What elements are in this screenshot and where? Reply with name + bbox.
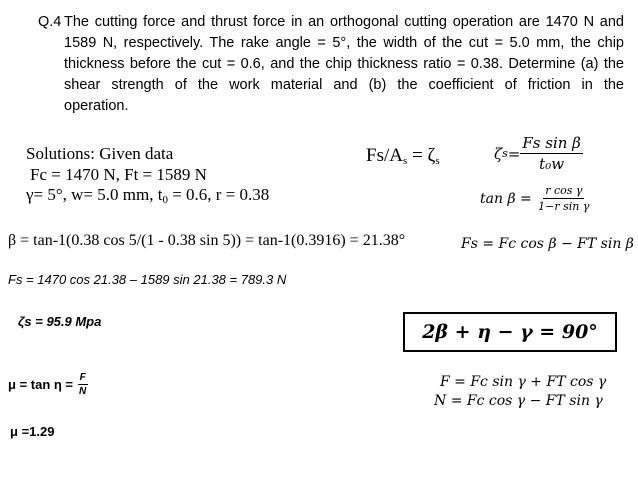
friction-coefficient-formula: μ = tan η = $\frac{F}{N}$ [8, 372, 87, 397]
shear-force-formula: Fs = Fc cos β − FT sin β [461, 236, 634, 252]
shear-stress-ratio: $Fs/A_s = \zeta_s$ [366, 145, 440, 167]
given-forces: Fc = 1470 N, Ft = 1589 N [30, 165, 207, 184]
shear-force-calculation: Fs = 1470 cos 21.38 – 1589 sin 21.38 = 789.3 N [8, 272, 287, 287]
given-data-title: Solutions: Given data [26, 144, 174, 163]
tan-beta-formula: tan β = $\frac{\text{r cos γ}}{\text{1−r sin γ}}$ [480, 184, 590, 213]
friction-force-formula: F = Fc sin γ + FT cos γ [440, 374, 607, 390]
normal-force-formula: N = Fc cos γ − FT sin γ [434, 393, 603, 409]
question-line-5: operation. [64, 98, 129, 114]
friction-fraction: $\frac{F}{N}$ [79, 372, 87, 397]
question-line-2: 1589 N, respectively. The rake angle = 5°, the width of the cut = 5.0 mm, the chip [64, 35, 624, 51]
shear-strength-formula: ζ s = $\frac{\text{Fs sin β}}{\text{t₀w}}$ [494, 134, 581, 173]
question-text [38, 12, 624, 117]
question-number: Q.4 [38, 14, 62, 30]
question-line-1: Q.4 The cutting force and thrust force in an orthogonal cutting operation are 1470 N and [38, 12, 624, 33]
friction-coefficient-result: μ =1.29 [10, 424, 55, 439]
tan-beta-fraction: $\frac{\text{r cos γ}}{\text{1−r sin γ}}$ [538, 184, 590, 213]
shear-strength-result: ζs = 95.9 Mpa [18, 314, 102, 329]
shear-strength-fraction: $\frac{\text{Fs sin β}}{\text{t₀w}}$ [522, 134, 581, 173]
given-parameters: γ= 5°, w= 5.0 mm, $t_0 = 0.6$, r = 0.38 [26, 185, 270, 206]
boxed-angle-equation: 2β + η − γ = 90° [403, 312, 617, 352]
question-line-3: thickness before the cut = 0.6, and the chip thickness ratio = 0.38. Determine (a) the [64, 56, 624, 72]
question-line-4: shear strength of the work material and (b) the coefficient of friction in the [64, 77, 624, 93]
beta-calculation: β = tan-1(0.38 cos 5/(1 - 0.38 sin 5)) = tan-1(0.3916) = 21.38° [8, 232, 406, 249]
